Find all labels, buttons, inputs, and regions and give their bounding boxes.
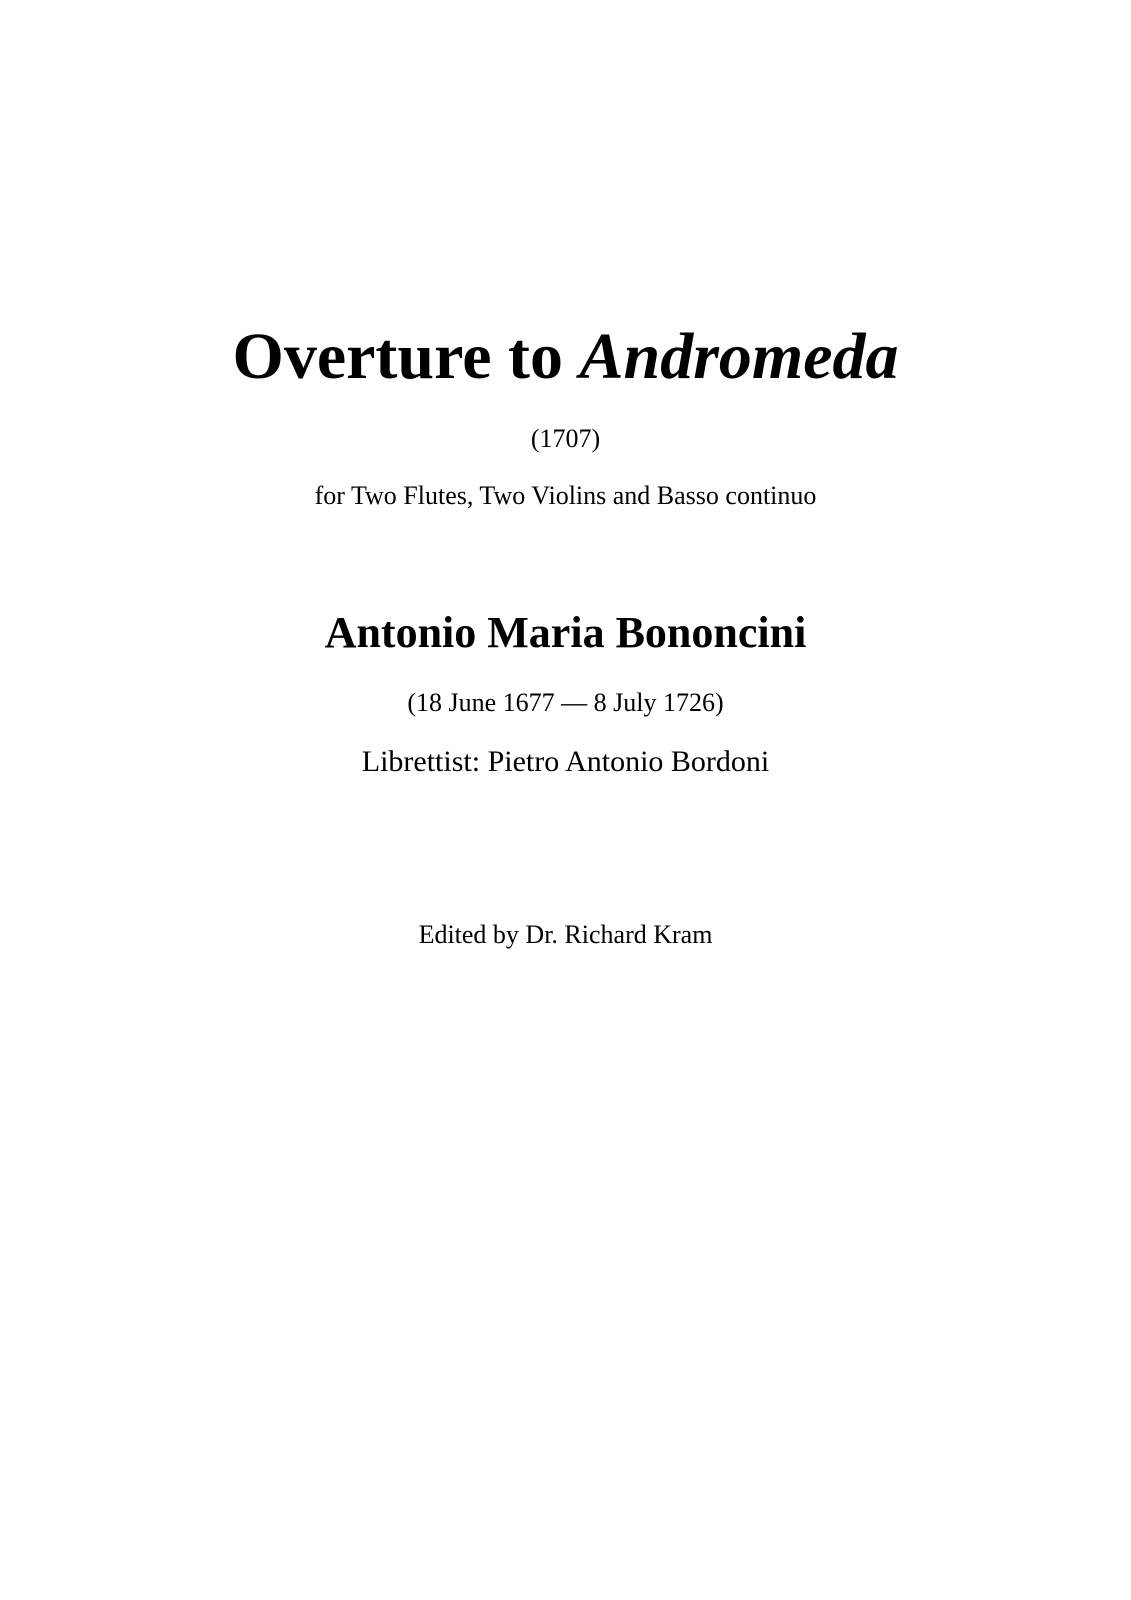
composition-year: (1707) [530,424,601,453]
composer-name: Antonio Maria Bononcini [324,608,807,657]
title-work: Andromeda [579,320,899,393]
editor-credit: Edited by Dr. Richard Kram [418,920,713,949]
page-title [0,320,1131,393]
librettist: Librettist: Pietro Antonio Bordoni [361,745,770,778]
composer-dates: (18 June 1677 — 8 July 1726) [407,688,724,717]
title-prefix: Overture to [232,320,580,393]
instrumentation: for Two Flutes, Two Violins and Basso continuo [314,481,817,510]
